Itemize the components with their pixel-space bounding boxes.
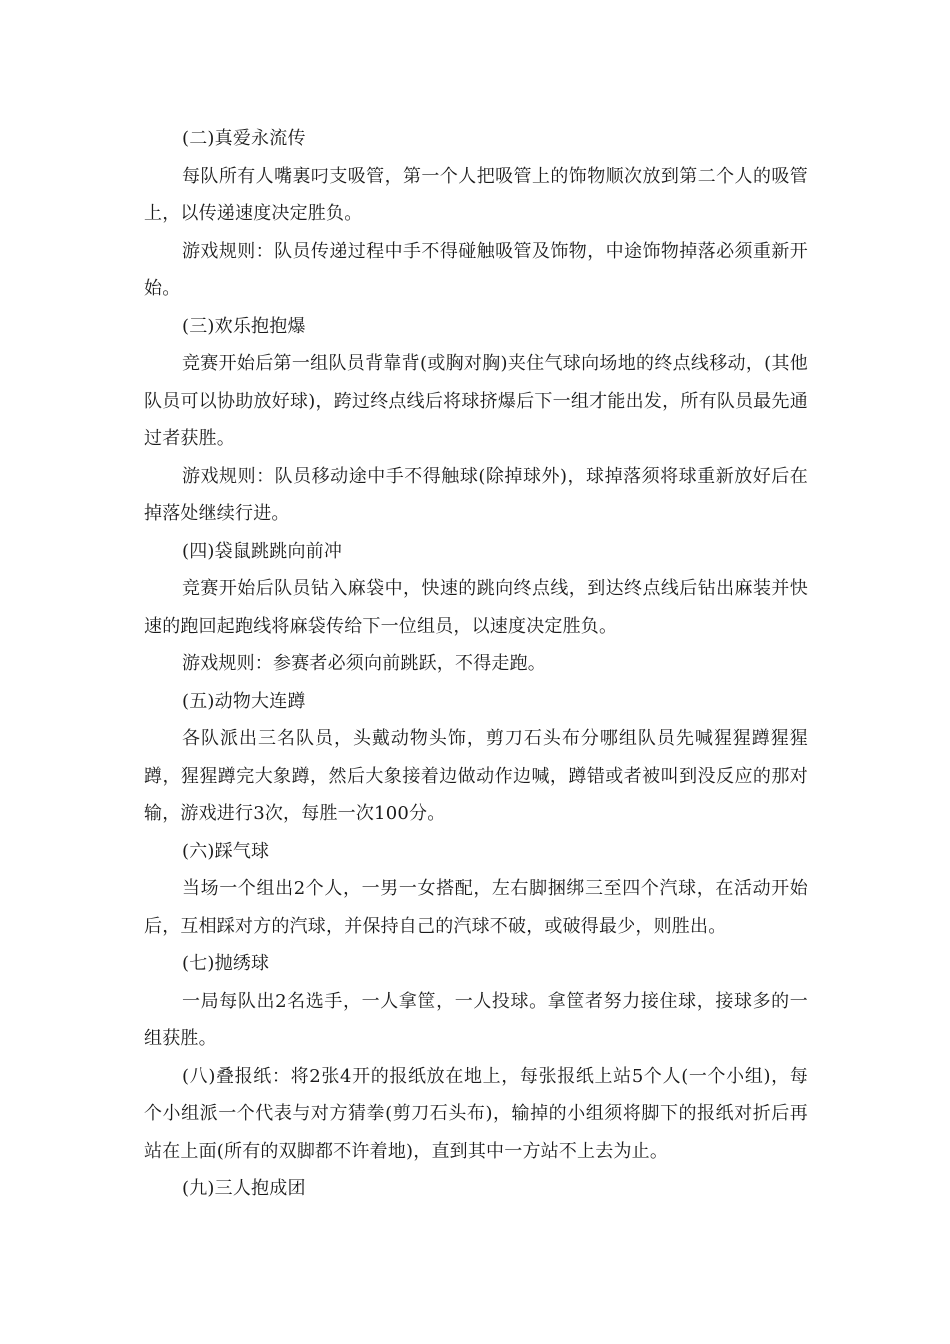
paragraph: 一局每队出2名选手，一人拿筐，一人投球。拿筐者努力接住球，接球多的一组获胜。 [144, 990, 808, 1049]
rule-paragraph: 游戏规则：队员移动途中手不得触球(除掉球外)，球掉落须将球重新放好后在掉落处继续行进。 [144, 465, 808, 524]
paragraph: 竞赛开始后第一组队员背靠背(或胸对胸)夹住气球向场地的终点线移动，(其他队员可以协助放好球)，跨过终点线后将球挤爆后下一组才能出发，所有队员最先通过者获胜。 [144, 353, 808, 449]
section-heading: (九)三人抱成团 [182, 1178, 306, 1199]
paragraph: 各队派出三名队员，头戴动物头饰，剪刀石头布分哪组队员先喊猩猩蹲猩猩蹲，猩猩蹲完大象蹲，然后大象接着边做动作边喊，蹲错或者被叫到没反应的那对输，游戏进行3次，每胜一次100分。 [144, 728, 808, 824]
paragraph: 竞赛开始后队员钻入麻袋中，快速的跳向终点线，到达终点线后钻出麻装并快速的跑回起跑线将麻袋传给下一位组员，以速度决定胜负。 [144, 578, 808, 637]
section-heading: (五)动物大连蹲 [182, 690, 306, 712]
section-heading: (二)真爱永流传 [182, 128, 306, 149]
rule-paragraph: 游戏规则：队员传递过程中手不得碰触吸管及饰物，中途饰物掉落必须重新开始。 [144, 240, 808, 299]
paragraph: 当场一个组出2个人，一男一女搭配，左右脚捆绑三至四个汽球，在活动开始后，互相踩对方的汽球，并保持自己的汽球不破，或破得最少，则胜出。 [144, 878, 808, 937]
document-body [144, 120, 808, 1208]
paragraph: 每队所有人嘴裏叼支吸管，第一个人把吸管上的饰物顺次放到第二个人的吸管上，以传递速度决定胜负。 [144, 165, 808, 224]
section-heading: (三)欢乐抱抱爆 [182, 315, 306, 337]
section-heading: (六)踩气球 [182, 840, 270, 862]
section-heading: (四)袋鼠跳跳向前冲 [182, 540, 343, 562]
rule-paragraph: 游戏规则：参赛者必须向前跳跃，不得走跑。 [182, 653, 546, 674]
section-heading: (七)抛绣球 [182, 953, 270, 974]
paragraph: (八)叠报纸：将2张4开的报纸放在地上，每张报纸上站5个人(一个小组)，每个小组派一个代表与对方猜拳(剪刀石头布)，输掉的小组须将脚下的报纸对折后再站在上面(所有的双脚都不许着地)，直到其中一方站不上去为止。 [144, 1065, 808, 1162]
